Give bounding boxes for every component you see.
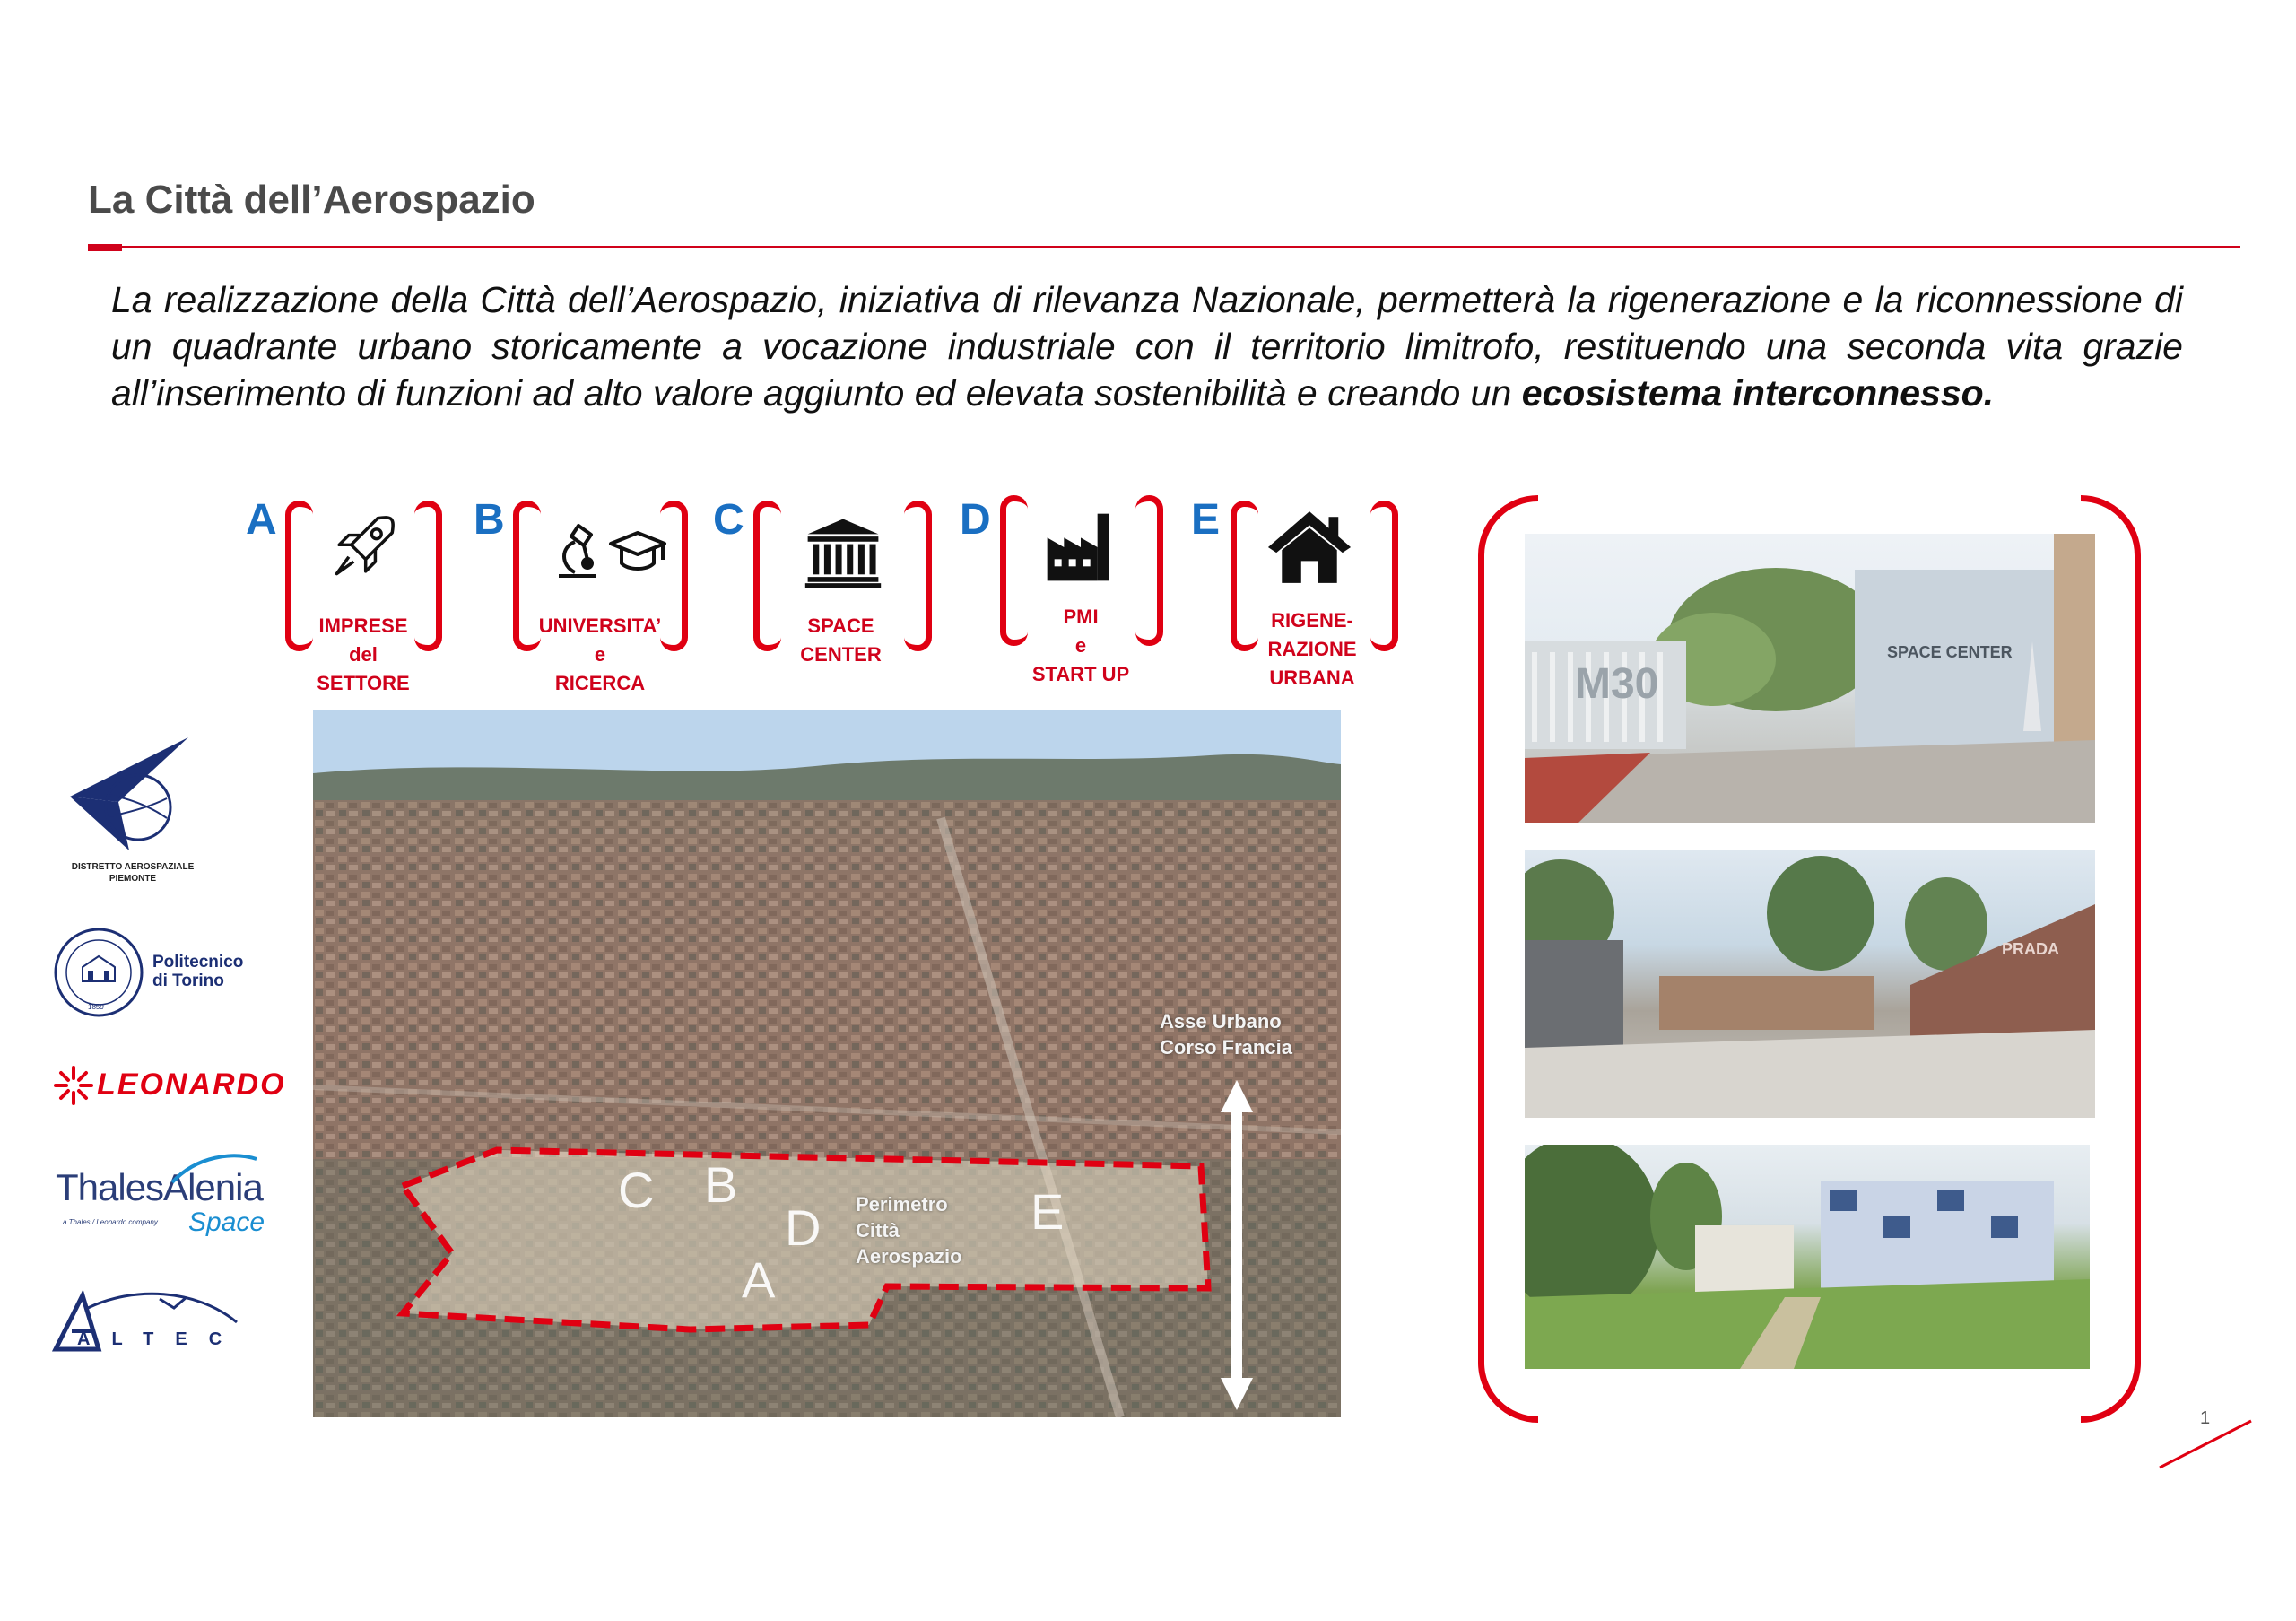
aerial-photo (313, 710, 1341, 1417)
render-urban-plaza (1525, 850, 2095, 1118)
category-letter-c: C (713, 496, 744, 544)
title-accent-bar (88, 244, 122, 251)
altec-logo-text: ALTEC (77, 1329, 244, 1349)
polito-name: Politecnico di Torino (152, 953, 244, 990)
page-title: La Città dell’Aerospazio (88, 178, 535, 222)
zone-b: B (704, 1156, 738, 1213)
category-label-d: PMI e START UP (1031, 606, 1130, 685)
distretto-logo (56, 736, 199, 879)
house-icon (1260, 507, 1359, 588)
thales-logo-space: Space (188, 1207, 265, 1237)
render-sign-space-center: SPACE CENTER (1887, 643, 2013, 661)
thales-swoosh-icon (170, 1150, 260, 1186)
zone-d: D (785, 1199, 822, 1256)
axis-label: Asse Urbano Corso Francia (1160, 1010, 1292, 1059)
page-number: 1 (2200, 1408, 2211, 1428)
zone-a: A (742, 1251, 776, 1308)
category-letter-a: A (246, 496, 277, 544)
category-letter-e: E (1191, 496, 1221, 544)
intro-paragraph (111, 276, 2183, 416)
category-label-a: IMPRESE del SETTORE (317, 614, 410, 694)
render-sign-store: PRADA (2002, 940, 2060, 958)
leonardo-logo-icon (52, 1064, 95, 1107)
intro-text: La realizzazione della Città dell’Aerospazio, iniziativa di rilevanza Nazionale, permetterà la rigenerazione e la riconnessione di un quadrante urbano storicamente a vocazione industriale con il territorio limitrofo, restituendo una seconda vita grazie all’inserimento di funzioni ad alto valore aggiunto ed elevata sostenibilità e creando un (111, 279, 2183, 414)
category-label-e: RIGENE- RAZIONE URBANA (1267, 609, 1357, 689)
category-letter-d: D (960, 496, 991, 544)
rocket-icon (318, 502, 408, 592)
aerial-illustration (313, 710, 1341, 1417)
perimeter-label: Perimetro Città Aerospazio (856, 1193, 962, 1268)
zone-c: C (618, 1162, 655, 1218)
category-label-c: SPACE CENTER (800, 614, 882, 666)
factory-icon (1031, 507, 1130, 588)
polito-year: 1859 (88, 1003, 104, 1011)
zone-e: E (1031, 1183, 1065, 1240)
intro-bold-text: ecosistema interconnesso. (1521, 372, 1995, 414)
microscope-graduation-cap-icon (547, 516, 673, 588)
render-sign-m30: M30 (1575, 660, 1659, 708)
category-label-b: UNIVERSITA’ e RICERCA (538, 614, 662, 694)
title-divider (88, 246, 2240, 248)
render-space-center (1525, 534, 2095, 823)
thales-logo-subtitle: a Thales / Leonardo company (63, 1218, 158, 1226)
thales-logo-text: ThalesAlenia (56, 1166, 263, 1208)
footer-accent-line (2156, 1417, 2255, 1471)
render-campus (1525, 1145, 2090, 1369)
distretto-logo-text: DISTRETTO AEROSPAZIALE PIEMONTE (71, 862, 195, 884)
category-letter-b: B (474, 496, 505, 544)
building-columns-icon (794, 511, 892, 592)
leonardo-logo-text: LEONARDO (97, 1068, 286, 1102)
